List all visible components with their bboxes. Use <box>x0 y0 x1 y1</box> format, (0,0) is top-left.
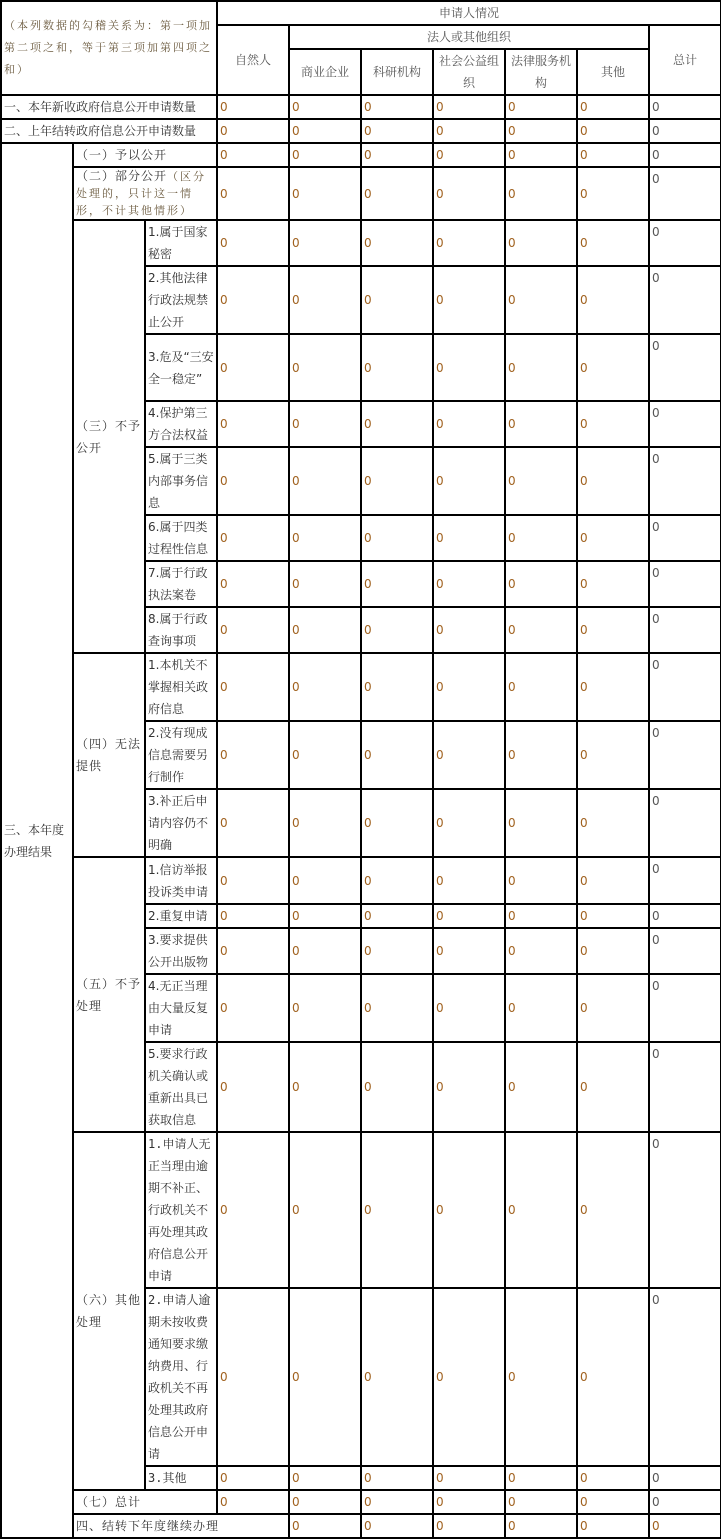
cell-total: 0 <box>649 515 721 561</box>
cell-value: 0 <box>505 401 577 447</box>
cell-value: 0 <box>361 1490 433 1514</box>
cell-value: 0 <box>361 515 433 561</box>
header-applicant-situation: 申请人情况 <box>217 1 721 25</box>
cell-value: 0 <box>433 334 505 401</box>
header-social-welfare-org: 社会公益组织 <box>433 49 505 95</box>
item-label: 3.补正后申请内容仍不明确 <box>145 789 217 857</box>
cell-value: 0 <box>433 721 505 789</box>
cell-value: 0 <box>289 266 361 334</box>
cell-value: 0 <box>217 167 289 220</box>
row-label-new-applications: 一、本年新收政府信息公开申请数量 <box>1 95 217 119</box>
cell-value: 0 <box>289 1490 361 1514</box>
cell-value: 0 <box>505 266 577 334</box>
cell-value: 0 <box>505 607 577 653</box>
cell-value: 0 <box>361 266 433 334</box>
cell-value: 0 <box>577 928 649 974</box>
cell-value: 0 <box>577 789 649 857</box>
cell-value: 0 <box>289 561 361 607</box>
cell-value: 0 <box>361 721 433 789</box>
cell-total: 0 <box>649 119 721 143</box>
cell-value: 0 <box>433 1466 505 1490</box>
item-label: 3.其他 <box>145 1466 217 1490</box>
cell-total: 0 <box>649 1490 721 1514</box>
cell-value: 0 <box>433 220 505 266</box>
cell-value: 0 <box>289 857 361 904</box>
cell-value: 0 <box>505 561 577 607</box>
cell-value: 0 <box>577 167 649 220</box>
table-row <box>1 167 721 220</box>
cell-value: 0 <box>217 904 289 928</box>
cell-value: 0 <box>361 334 433 401</box>
cell-value: 0 <box>289 1288 361 1466</box>
cell-value: 0 <box>361 1132 433 1288</box>
table-row <box>1 119 721 143</box>
cell-value: 0 <box>577 266 649 334</box>
cell-total: 0 <box>649 607 721 653</box>
cell-value: 0 <box>361 220 433 266</box>
cell-value: 0 <box>217 220 289 266</box>
cell-value: 0 <box>289 220 361 266</box>
cell-value: 0 <box>577 515 649 561</box>
cell-value: 0 <box>289 721 361 789</box>
cell-value: 0 <box>577 904 649 928</box>
cell-value: 0 <box>433 515 505 561</box>
cell-total: 0 <box>649 266 721 334</box>
header-other: 其他 <box>577 49 649 95</box>
cell-value: 0 <box>433 904 505 928</box>
cell-value: 0 <box>433 928 505 974</box>
cell-total: 0 <box>649 1466 721 1490</box>
cell-total: 0 <box>649 904 721 928</box>
cell-value: 0 <box>361 789 433 857</box>
cell-value: 0 <box>577 334 649 401</box>
cell-value: 0 <box>577 1132 649 1288</box>
cell-value: 0 <box>217 334 289 401</box>
cell-value: 0 <box>217 928 289 974</box>
row-label-partially-disclosed <box>73 167 217 220</box>
cell-value: 0 <box>289 1132 361 1288</box>
cell-value: 0 <box>361 1042 433 1132</box>
cell-value: 0 <box>505 1042 577 1132</box>
table-row <box>1 220 721 266</box>
cell-value: 0 <box>505 119 577 143</box>
cell-value: 0 <box>289 607 361 653</box>
cell-value: 0 <box>433 607 505 653</box>
cell-value: 0 <box>433 167 505 220</box>
item-label: 5.要求行政机关确认或重新出具已获取信息 <box>145 1042 217 1132</box>
cell-value: 0 <box>217 653 289 721</box>
cell-value: 0 <box>577 857 649 904</box>
header-natural-person: 自然人 <box>217 25 289 95</box>
cell-value: 0 <box>577 653 649 721</box>
cell-value: 0 <box>505 789 577 857</box>
cell-value: 0 <box>433 1514 505 1538</box>
cell-value: 0 <box>433 95 505 119</box>
group-label-not-disclosed: （三）不予公开 <box>73 220 145 653</box>
cell-value: 0 <box>505 974 577 1042</box>
cell-value: 0 <box>577 1490 649 1514</box>
header-research-institution: 科研机构 <box>361 49 433 95</box>
cell-value: 0 <box>361 1514 433 1538</box>
cell-total: 0 <box>649 447 721 515</box>
cell-value: 0 <box>505 1132 577 1288</box>
partial-main-label: （二）部分公开 <box>76 169 168 183</box>
cell-value: 0 <box>433 561 505 607</box>
cell-value: 0 <box>433 1288 505 1466</box>
header-legal-service-org: 法律服务机构 <box>505 49 577 95</box>
header-total: 总计 <box>649 25 721 95</box>
cell-value: 0 <box>505 1288 577 1466</box>
cell-value: 0 <box>577 447 649 515</box>
cell-value: 0 <box>361 928 433 974</box>
cell-value: 0 <box>505 1490 577 1514</box>
cell-total: 0 <box>649 95 721 119</box>
cell-total: 0 <box>649 167 721 220</box>
cell-value: 0 <box>577 1466 649 1490</box>
cell-value: 0 <box>505 857 577 904</box>
cell-value: 0 <box>361 401 433 447</box>
item-label: 3.要求提供公开出版物 <box>145 928 217 974</box>
cell-value: 0 <box>361 974 433 1042</box>
cell-value: 0 <box>433 653 505 721</box>
cell-total: 0 <box>649 561 721 607</box>
cell-value: 0 <box>361 1288 433 1466</box>
cell-value: 0 <box>505 515 577 561</box>
cell-value: 0 <box>505 220 577 266</box>
cell-value: 0 <box>505 1466 577 1490</box>
cell-total: 0 <box>649 1132 721 1288</box>
cell-value: 0 <box>433 143 505 167</box>
cell-value: 0 <box>217 607 289 653</box>
item-label: 1.本机关不掌握相关政府信息 <box>145 653 217 721</box>
row-label-carry-forward: 四、结转下年度继续办理 <box>73 1514 289 1538</box>
header-legal-or-other-org: 法人或其他组织 <box>289 25 649 49</box>
cell-value: 0 <box>577 401 649 447</box>
cell-value: 0 <box>217 119 289 143</box>
cell-value: 0 <box>505 143 577 167</box>
cell-total: 0 <box>649 974 721 1042</box>
cell-value: 0 <box>289 1466 361 1490</box>
group-label-unable-to-provide: （四）无法提供 <box>73 653 145 857</box>
cell-value: 0 <box>577 95 649 119</box>
cell-value: 0 <box>289 447 361 515</box>
cell-value: 0 <box>217 515 289 561</box>
cell-value: 0 <box>361 904 433 928</box>
table-row <box>1 1514 721 1538</box>
cell-value: 0 <box>433 266 505 334</box>
cell-value: 0 <box>433 119 505 143</box>
item-label: 1.信访举报投诉类申请 <box>145 857 217 904</box>
cell-value: 0 <box>505 1514 577 1538</box>
cell-value: 0 <box>289 1514 361 1538</box>
cell-value: 0 <box>361 561 433 607</box>
table-row <box>1 95 721 119</box>
cell-value: 0 <box>217 1132 289 1288</box>
row-label-carried-over: 二、上年结转政府信息公开申请数量 <box>1 119 217 143</box>
item-label: 5.属于三类内部事务信息 <box>145 447 217 515</box>
group-label-other-handling: （六）其他处理 <box>73 1132 145 1490</box>
cell-total: 0 <box>649 928 721 974</box>
cell-value: 0 <box>361 607 433 653</box>
item-label: 3.危及“三安全一稳定” <box>145 334 217 401</box>
cell-value: 0 <box>433 1132 505 1288</box>
table-row <box>1 1490 721 1514</box>
cell-value: 0 <box>505 95 577 119</box>
cell-value: 0 <box>433 401 505 447</box>
partial-note: （区分处理的，只计这一情形，不计其他情形） <box>76 170 207 217</box>
row-label-disclosed: （一）予以公开 <box>73 143 217 167</box>
cell-value: 0 <box>577 607 649 653</box>
cell-value: 0 <box>217 401 289 447</box>
cell-value: 0 <box>505 447 577 515</box>
cell-value: 0 <box>577 1514 649 1538</box>
cell-value: 0 <box>577 1288 649 1466</box>
cell-value: 0 <box>505 904 577 928</box>
cell-value: 0 <box>289 119 361 143</box>
item-label: 2.其他法律行政法规禁止公开 <box>145 266 217 334</box>
cell-value: 0 <box>217 857 289 904</box>
cell-total: 0 <box>649 401 721 447</box>
cell-value: 0 <box>433 974 505 1042</box>
item-label: 2.没有现成信息需要另行制作 <box>145 721 217 789</box>
cell-total: 0 <box>649 220 721 266</box>
cell-value: 0 <box>505 167 577 220</box>
section-label-annual-results: 三、本年度办理结果 <box>1 143 73 1538</box>
cell-value: 0 <box>361 95 433 119</box>
item-label: 1.申请人无正当理由逾期不补正、行政机关不再处理其政府信息公开申请 <box>145 1132 217 1288</box>
cell-value: 0 <box>361 857 433 904</box>
cell-total: 0 <box>649 143 721 167</box>
cell-value: 0 <box>289 95 361 119</box>
item-label: 4.保护第三方合法权益 <box>145 401 217 447</box>
cell-total: 0 <box>649 721 721 789</box>
cell-value: 0 <box>217 1288 289 1466</box>
item-label: 8.属于行政查询事项 <box>145 607 217 653</box>
cell-value: 0 <box>217 721 289 789</box>
cell-value: 0 <box>217 447 289 515</box>
cell-value: 0 <box>289 789 361 857</box>
cell-value: 0 <box>505 653 577 721</box>
cell-value: 0 <box>433 447 505 515</box>
cell-value: 0 <box>361 653 433 721</box>
cell-value: 0 <box>577 1042 649 1132</box>
cell-value: 0 <box>217 974 289 1042</box>
cell-value: 0 <box>433 1490 505 1514</box>
cell-value: 0 <box>361 143 433 167</box>
cell-value: 0 <box>433 857 505 904</box>
item-label: 4.无正当理由大量反复申请 <box>145 974 217 1042</box>
cell-value: 0 <box>649 1514 721 1538</box>
item-label: 2.重复申请 <box>145 904 217 928</box>
cell-value: 0 <box>577 721 649 789</box>
group-label-not-processed: （五）不予处理 <box>73 857 145 1132</box>
cell-total: 0 <box>649 1042 721 1132</box>
table-row <box>1 1132 721 1288</box>
cell-value: 0 <box>505 928 577 974</box>
cell-value: 0 <box>577 974 649 1042</box>
cell-value: 0 <box>433 789 505 857</box>
cell-value: 0 <box>361 167 433 220</box>
cell-value: 0 <box>217 1466 289 1490</box>
cell-value: 0 <box>577 119 649 143</box>
table-row <box>1 653 721 721</box>
item-label: 6.属于四类过程性信息 <box>145 515 217 561</box>
table-row <box>1 143 721 167</box>
cell-value: 0 <box>577 220 649 266</box>
cell-value: 0 <box>217 95 289 119</box>
cell-value: 0 <box>217 789 289 857</box>
cell-value: 0 <box>577 143 649 167</box>
cell-value: 0 <box>577 561 649 607</box>
cell-value: 0 <box>505 334 577 401</box>
cell-total: 0 <box>649 789 721 857</box>
cell-value: 0 <box>289 653 361 721</box>
header-note: （本列数据的勾稽关系为：第一项加第二项之和，等于第三项加第四项之和） <box>1 1 217 95</box>
cell-value: 0 <box>505 721 577 789</box>
cell-total: 0 <box>649 334 721 401</box>
cell-total: 0 <box>649 653 721 721</box>
cell-value: 0 <box>217 143 289 167</box>
cell-value: 0 <box>289 974 361 1042</box>
cell-value: 0 <box>289 904 361 928</box>
cell-value: 0 <box>361 1466 433 1490</box>
row-label-subtotal: （七）总计 <box>73 1490 217 1514</box>
cell-total: 0 <box>649 1288 721 1466</box>
header-commercial-enterprise: 商业企业 <box>289 49 361 95</box>
item-label: 7.属于行政执法案卷 <box>145 561 217 607</box>
cell-value: 0 <box>289 1042 361 1132</box>
cell-value: 0 <box>361 119 433 143</box>
cell-value: 0 <box>433 1042 505 1132</box>
cell-value: 0 <box>289 143 361 167</box>
cell-value: 0 <box>289 928 361 974</box>
cell-value: 0 <box>289 515 361 561</box>
cell-value: 0 <box>217 561 289 607</box>
cell-value: 0 <box>289 401 361 447</box>
item-label: 2.申请人逾期未按收费通知要求缴纳费用、行政机关不再处理其政府信息公开申请 <box>145 1288 217 1466</box>
cell-value: 0 <box>217 266 289 334</box>
table-row <box>1 857 721 904</box>
cell-value: 0 <box>289 167 361 220</box>
cell-value: 0 <box>217 1490 289 1514</box>
cell-value: 0 <box>361 447 433 515</box>
cell-total: 0 <box>649 857 721 904</box>
item-label: 1.属于国家秘密 <box>145 220 217 266</box>
cell-value: 0 <box>289 334 361 401</box>
cell-value: 0 <box>217 1042 289 1132</box>
